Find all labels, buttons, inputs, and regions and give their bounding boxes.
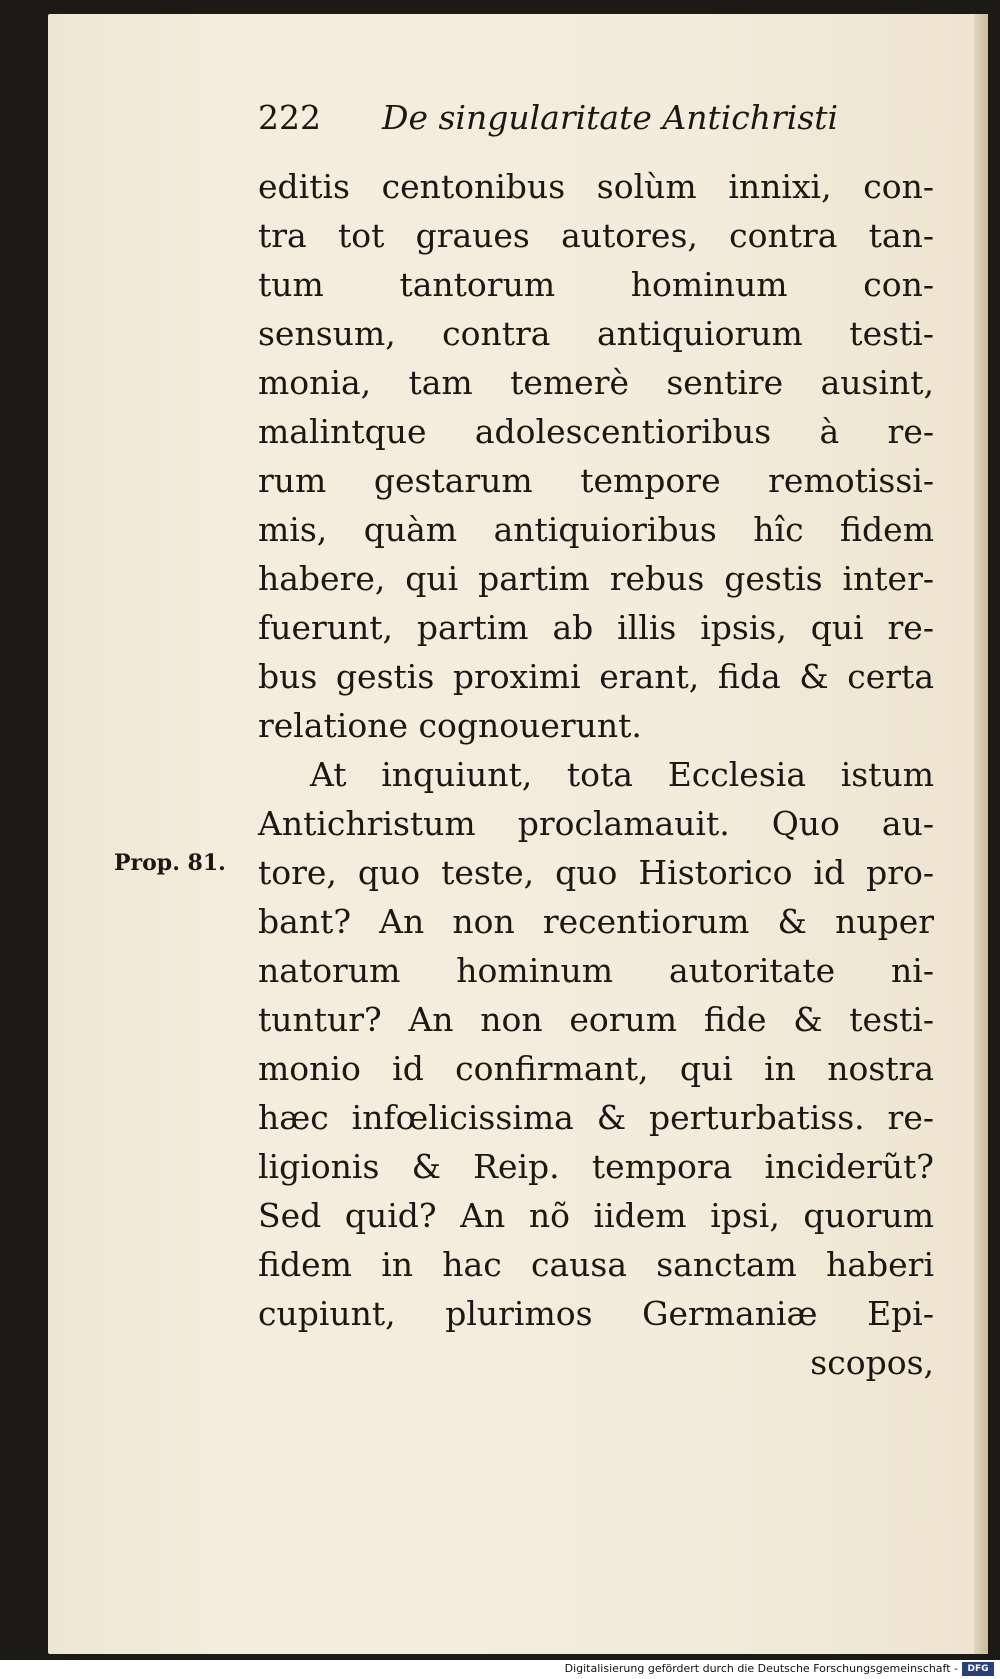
page-edge bbox=[974, 14, 988, 1654]
text-line: rum gestarum tempore remotissi- bbox=[258, 461, 934, 500]
running-head bbox=[258, 98, 838, 137]
text-line: bant? An non recentiorum & nuper bbox=[258, 902, 934, 941]
text-line: mis, quàm antiquioribus hîc fidem bbox=[258, 510, 934, 549]
text-line: bus gestis proximi erant, fida & certa bbox=[258, 657, 934, 696]
text-line: editis centonibus solùm innixi, con- bbox=[258, 167, 934, 206]
text-line: monia, tam temerè sentire ausint, bbox=[258, 363, 934, 402]
text-line: At inquiunt, tota Ecclesia istum bbox=[310, 755, 934, 794]
page-number: 222 bbox=[258, 98, 321, 137]
text-line: Antichristum proclamauit. Quo au- bbox=[258, 804, 934, 843]
text-line: habere, qui partim rebus gestis inter- bbox=[258, 559, 934, 598]
catchword: scopos, bbox=[810, 1343, 934, 1382]
text-line: tore, quo teste, quo Historico id pro- bbox=[258, 853, 934, 892]
text-line: hæc infœlicissima & perturbatiss. re- bbox=[258, 1098, 934, 1137]
text-line: tum tantorum hominum con- bbox=[258, 265, 934, 304]
text-line: fuerunt, partim ab illis ipsis, qui re- bbox=[258, 608, 934, 647]
text-line: tra tot graues autores, contra tan- bbox=[258, 216, 934, 255]
text-block bbox=[258, 162, 934, 1387]
footer-bar bbox=[0, 1660, 1000, 1679]
running-title: De singularitate Antichristi bbox=[382, 98, 839, 137]
text-line: monio id confirmant, qui in nostra bbox=[258, 1049, 934, 1088]
text-line: Sed quid? An nõ iidem ipsi, quorum bbox=[258, 1196, 934, 1235]
text-line: relatione cognouerunt. bbox=[258, 706, 642, 745]
text-line: tuntur? An non eorum fide & testi- bbox=[258, 1000, 934, 1039]
margin-note: Prop. 81. bbox=[114, 850, 226, 876]
text-line: cupiunt, plurimos Germaniæ Epi- bbox=[258, 1294, 934, 1333]
footer-credit: Digitalisierung gefördert durch die Deutsche Forschungsgemeinschaft - bbox=[564, 1662, 958, 1675]
text-line: natorum hominum autoritate ni- bbox=[258, 951, 934, 990]
text-line: malintque adolescentioribus à re- bbox=[258, 412, 934, 451]
dfg-logo-icon: DFG bbox=[962, 1662, 994, 1676]
text-line: ligionis & Reip. tempora inciderũt? bbox=[258, 1147, 934, 1186]
text-line: fidem in hac causa sanctam haberi bbox=[258, 1245, 934, 1284]
text-line: sensum, contra antiquiorum testi- bbox=[258, 314, 934, 353]
